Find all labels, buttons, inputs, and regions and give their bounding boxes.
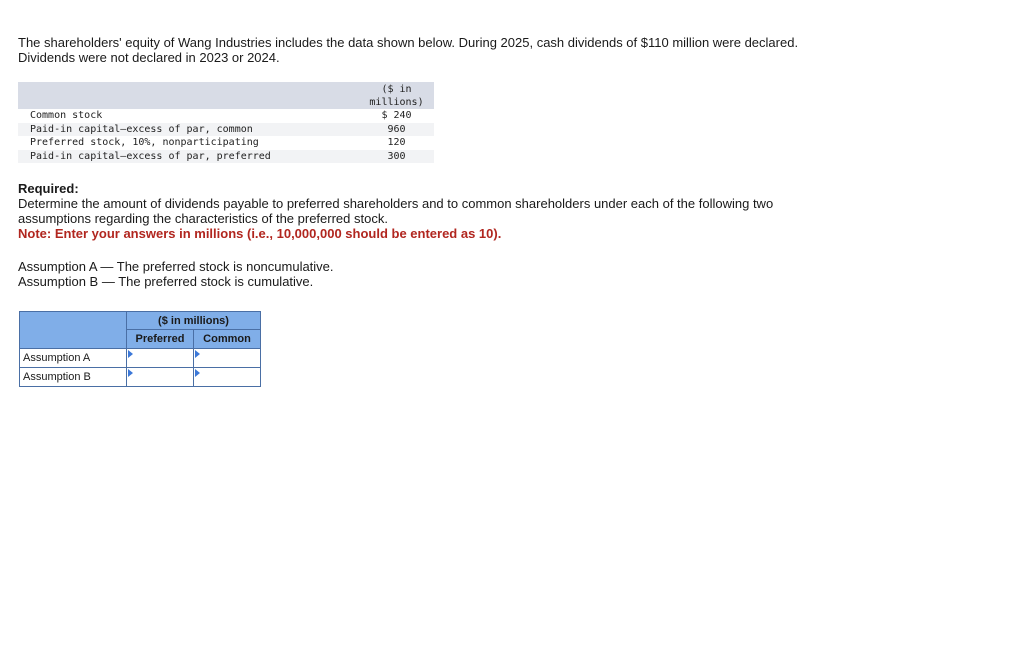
assumption-a-label: Assumption A xyxy=(20,349,127,368)
answer-corner-cell xyxy=(20,312,127,349)
assumption-b-common-cell xyxy=(194,368,261,387)
table-row xyxy=(20,368,261,387)
table-row xyxy=(18,123,434,137)
table-row xyxy=(18,136,434,150)
equity-label-header xyxy=(18,82,359,109)
assumption-a-common-cell xyxy=(194,349,261,368)
header-line-2: millions) xyxy=(369,97,424,108)
assumption-b-label: Assumption B xyxy=(20,368,127,387)
table-row xyxy=(20,349,261,368)
row-label: Preferred stock, 10%, nonparticipating xyxy=(30,137,259,149)
assumption-a-text: Assumption A — The preferred stock is noncumulative. xyxy=(18,259,334,274)
answer-table xyxy=(19,311,261,387)
assumptions-list xyxy=(18,259,334,289)
row-label: Paid-in capital—excess of par, common xyxy=(18,123,359,137)
required-note: Note: Enter your answers in millions (i.e., 10,000,000 should be entered as 10). xyxy=(18,226,502,241)
assumption-a-preferred-input[interactable] xyxy=(127,349,193,367)
problem-intro: The shareholders' equity of Wang Industries includes the data shown below. During 2025, cash dividends of $110 million were declared. Dividends were not declared in 2023 or 2024. xyxy=(18,35,799,65)
row-amount: 300 xyxy=(359,150,434,164)
table-row xyxy=(18,150,434,164)
assumption-b-preferred-input[interactable] xyxy=(127,368,193,386)
assumption-b-text: Assumption B — The preferred stock is cumulative. xyxy=(18,274,314,289)
input-marker-icon xyxy=(195,350,200,358)
required-text: Determine the amount of dividends payable to preferred shareholders and to common shareholders under each of the following two assumptions regarding the characteristics of the preferred stock. xyxy=(18,196,774,226)
assumption-a-preferred-cell xyxy=(127,349,194,368)
common-column-header: Common xyxy=(194,330,261,349)
required-heading: Required: xyxy=(18,181,79,196)
row-amount: 960 xyxy=(359,123,434,137)
required-section xyxy=(18,181,818,241)
header-line-1: ($ in xyxy=(381,84,412,95)
row-label: Common stock xyxy=(30,110,103,122)
preferred-column-header: Preferred xyxy=(127,330,194,349)
answer-group-header: ($ in millions) xyxy=(127,312,261,330)
table-row xyxy=(18,109,434,123)
input-marker-icon xyxy=(195,369,200,377)
row-amount: $ 240 xyxy=(381,110,412,122)
equity-data-table xyxy=(18,82,434,163)
equity-amount-header xyxy=(359,82,434,109)
input-marker-icon xyxy=(128,350,133,358)
assumption-b-preferred-cell xyxy=(127,368,194,387)
assumption-a-common-input[interactable] xyxy=(194,349,260,367)
assumption-b-common-input[interactable] xyxy=(194,368,260,386)
input-marker-icon xyxy=(128,369,133,377)
row-label: Paid-in capital—excess of par, preferred xyxy=(18,150,359,164)
row-amount: 120 xyxy=(387,137,406,149)
